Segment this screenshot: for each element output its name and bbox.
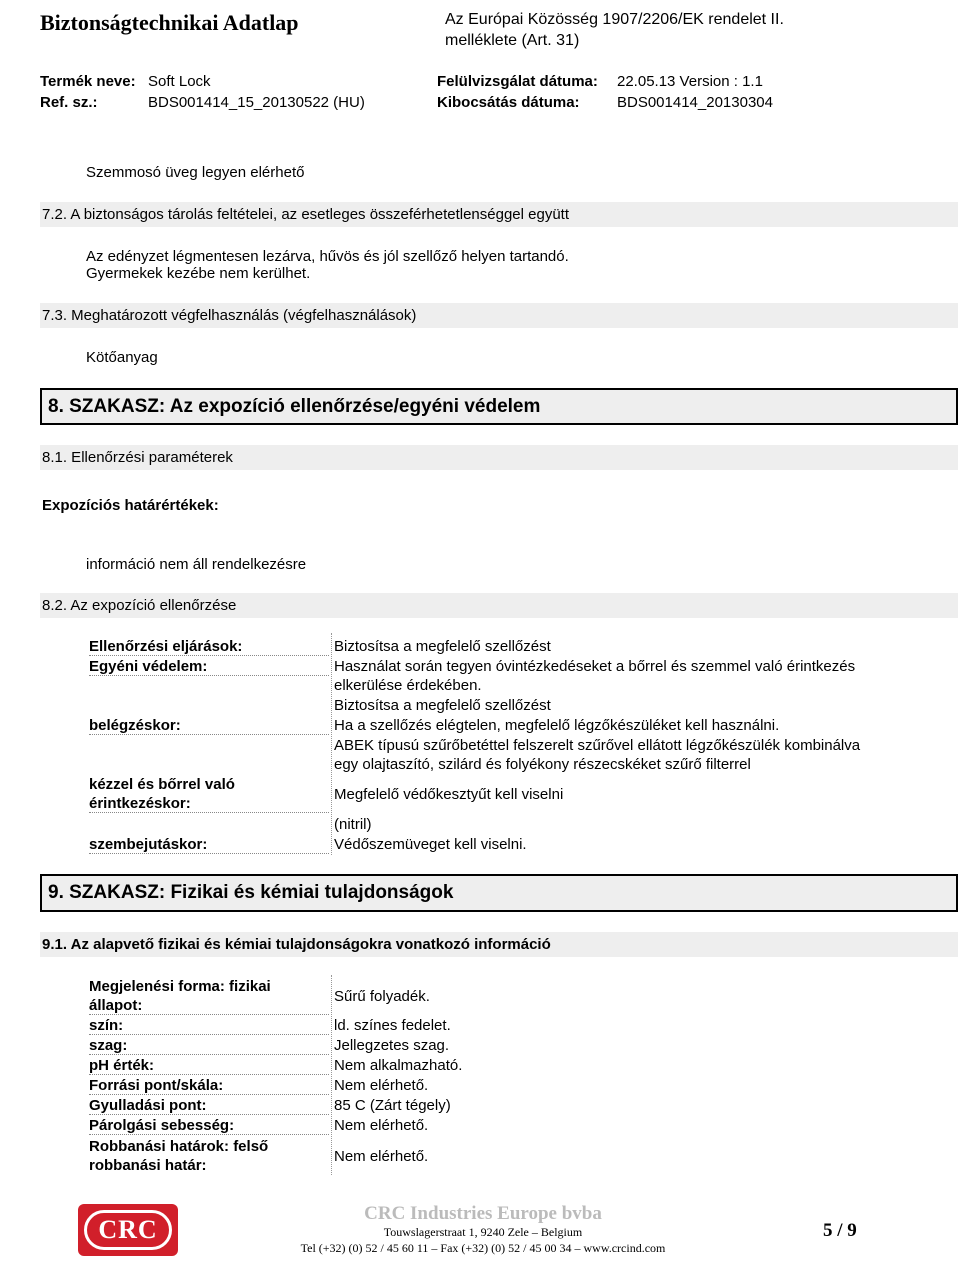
company-name: CRC Industries Europe bvba xyxy=(364,1203,602,1224)
section-9-title: 9. SZAKASZ: Fizikai és kémiai tulajdonságok xyxy=(48,882,454,903)
explosion-limit-label-1: Robbanási határok: felső xyxy=(89,1138,269,1155)
goggles-text: Védőszemüveget kell viselni. xyxy=(334,836,527,853)
product-name-value: Soft Lock xyxy=(148,73,211,90)
flash-point-value: 85 C (Zárt tégely) xyxy=(334,1097,451,1114)
revision-date-label: Felülvizsgálat dátuma: xyxy=(437,73,598,90)
revision-date-value: 22.05.13 Version : 1.1 xyxy=(617,73,763,90)
respirator-text: Ha a szellőzés elégtelen, megfelelő légzőkészüléket kell használni. xyxy=(334,717,780,734)
control-procedures-label: Ellenőrzési eljárások: xyxy=(89,638,329,656)
storage-text-2: Gyermekek kezébe nem kerülhet. xyxy=(86,265,311,282)
issue-date-value: BDS001414_20130304 xyxy=(617,94,773,111)
section-9-1-title: 9.1. Az alapvető fizikai és kémiai tulajdonságokra vonatkozó információ xyxy=(42,936,551,953)
odor-value: Jellegzetes szag. xyxy=(334,1037,450,1054)
personal-protection-label: Egyéni védelem: xyxy=(89,658,329,676)
ventilation-text-2: Biztosítsa a megfelelő szellőzést xyxy=(334,697,551,714)
skin-contact-label-2: érintkezéskor: xyxy=(89,795,329,813)
crc-logo xyxy=(78,1204,178,1256)
precaution-text-2: elkerülése érdekében. xyxy=(334,677,482,694)
product-name-label: Termék neve: xyxy=(40,73,136,90)
filter-text-2: egy olajtaszító, szilárd és folyékony részecskéket szűrő filterrel xyxy=(334,756,751,773)
regulation-reference: Az Európai Közösség 1907/2206/EK rendelet II. melléklete (Art. 31) xyxy=(445,11,784,49)
ph-value: Nem alkalmazható. xyxy=(334,1057,463,1074)
flash-point-label: Gyulladási pont: xyxy=(89,1097,329,1115)
exposure-limits-value: információ nem áll rendelkezésre xyxy=(86,556,307,573)
eyewash-text: Szemmosó üveg legyen elérhető xyxy=(86,164,305,181)
explosion-limit-value: Nem elérhető. xyxy=(334,1148,429,1165)
document-title: Biztonságtechnikai Adatlap xyxy=(40,10,299,35)
company-contact: Tel (+32) (0) 52 / 45 60 11 – Fax (+32) (0) 52 / 45 00 34 – www.crcind.com xyxy=(300,1241,666,1255)
section-7-2-title: 7.2. A biztonságos tárolás feltételei, az esetleges összeférhetetlenséggel együtt xyxy=(42,206,570,223)
eye-contact-label: szembejutáskor: xyxy=(89,836,329,854)
ventilation-text-1: Biztosítsa a megfelelő szellőzést xyxy=(334,638,551,655)
appearance-label-2: állapot: xyxy=(89,997,329,1015)
storage-text-1: Az edényzet légmentesen lezárva, hűvös és jól szellőző helyen tartandó. xyxy=(86,248,569,265)
boiling-point-label: Forrási pont/skála: xyxy=(89,1077,329,1095)
exposure-limits-label: Expozíciós határértékek: xyxy=(42,497,219,514)
ph-label: pH érték: xyxy=(89,1057,329,1075)
gloves-text: Megfelelő védőkesztyűt kell viselni xyxy=(334,786,564,803)
ref-number-label: Ref. sz.: xyxy=(40,94,98,111)
color-label: szín: xyxy=(89,1017,329,1035)
section-8-1-title: 8.1. Ellenőrzési paraméterek xyxy=(42,449,233,466)
ref-number-value: BDS001414_15_20130522 (HU) xyxy=(148,94,365,111)
boiling-point-value: Nem elérhető. xyxy=(334,1077,429,1094)
inhalation-label: belégzéskor: xyxy=(89,717,329,735)
section-8-2-title: 8.2. Az expozíció ellenőrzése xyxy=(42,597,237,614)
appearance-value: Sűrű folyadék. xyxy=(334,988,430,1005)
crc-logo-text: CRC xyxy=(98,1215,158,1244)
precaution-text-1: Használat során tegyen óvintézkedéseket a bőrrel és szemmel való érintkezés xyxy=(334,658,856,675)
issue-date-label: Kibocsátás dátuma: xyxy=(437,94,580,111)
appearance-label-1: Megjelenési forma: fizikai xyxy=(89,978,271,995)
odor-label: szag: xyxy=(89,1037,329,1055)
section-7-3-title: 7.3. Meghatározott végfelhasználás (végfelhasználások) xyxy=(42,307,417,324)
evaporation-rate-value: Nem elérhető. xyxy=(334,1117,429,1134)
color-value: ld. színes fedelet. xyxy=(334,1017,451,1034)
section-8-heading xyxy=(40,388,958,425)
end-use-value: Kötőanyag xyxy=(86,349,158,366)
company-address: Touwslagerstraat 1, 9240 Zele – Belgium xyxy=(383,1225,583,1239)
evaporation-rate-label: Párolgási sebesség: xyxy=(89,1117,329,1135)
glove-material-text: (nitril) xyxy=(334,816,372,833)
explosion-limit-label-2: robbanási határ: xyxy=(89,1157,207,1174)
section-9-heading xyxy=(40,874,958,912)
filter-text-1: ABEK típusú szűrőbetéttel felszerelt szűrővel ellátott légzőkészülék kombinálva xyxy=(334,737,861,754)
skin-contact-label-1: kézzel és bőrrel való xyxy=(89,776,235,793)
section-8-title: 8. SZAKASZ: Az expozíció ellenőrzése/egyéni védelem xyxy=(48,395,541,417)
page-number: 5 / 9 xyxy=(823,1220,857,1241)
